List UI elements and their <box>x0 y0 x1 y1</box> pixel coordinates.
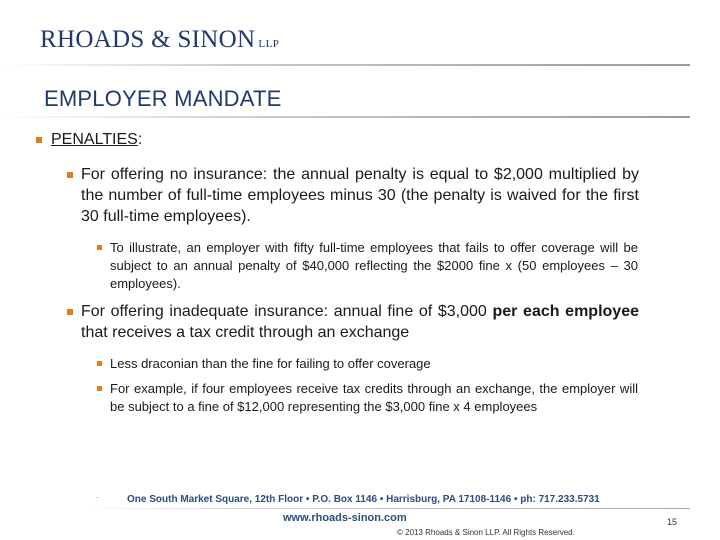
footer-marker-dot: · <box>96 492 99 502</box>
section-heading <box>51 131 142 149</box>
firm-logo <box>40 26 279 54</box>
point2-emphasis: per each employee <box>492 303 639 320</box>
copyright-notice: © 2013 Rhoads & Sinon LLP. All Rights Reserved. <box>397 528 575 537</box>
square-bullet-icon <box>67 309 73 315</box>
penalty-point-inadequate-insurance <box>81 301 639 343</box>
square-bullet-icon <box>97 361 102 366</box>
title-divider <box>0 116 690 118</box>
penalty-note-draconian: Less draconian than the fine for failing to offer coverage <box>110 356 431 371</box>
footer-address: One South Market Square, 12th Floor • P.O. Box 1146 • Harrisburg, PA 17108-1146 • ph: 717.233.5731 <box>127 494 600 505</box>
penalty-example-no-insurance: To illustrate, an employer with fifty full-time employees that fails to offer coverage will be subject to an annual penalty of $40,000 reflecting the $2000 fine x (50 employees – 30 employees). <box>110 240 638 291</box>
penalty-example-inadequate: For example, if four employees receive tax credits through an exchange, the employer will be subject to a fine of $12,000 representing the $3,000 fine x 4 employees <box>110 381 638 414</box>
square-bullet-icon <box>97 386 102 391</box>
logo-suffix: LLP <box>258 38 280 50</box>
footer-website: www.rhoads-sinon.com <box>283 512 407 524</box>
footer-divider <box>80 508 690 509</box>
point2-text-end: that receives a tax credit through an exchange <box>81 324 410 341</box>
point2-text-start: For offering inadequate insurance: annual fine of $3,000 <box>81 303 493 320</box>
logo-text: RHOADS & SINON <box>40 26 256 53</box>
section-label: PENALTIES <box>51 131 138 148</box>
slide-title: EMPLOYER MANDATE <box>44 86 282 111</box>
square-bullet-icon <box>67 172 73 178</box>
penalty-point-no-insurance: For offering no insurance: the annual penalty is equal to $2,000 multiplied by the number of full-time employees minus 30 (the penalty is waived for the first 30 full-time employees). <box>81 166 639 225</box>
header-divider <box>0 64 690 66</box>
square-bullet-icon <box>36 137 42 143</box>
page-number: 15 <box>667 517 678 527</box>
square-bullet-icon <box>97 245 102 250</box>
section-colon: : <box>137 131 143 148</box>
